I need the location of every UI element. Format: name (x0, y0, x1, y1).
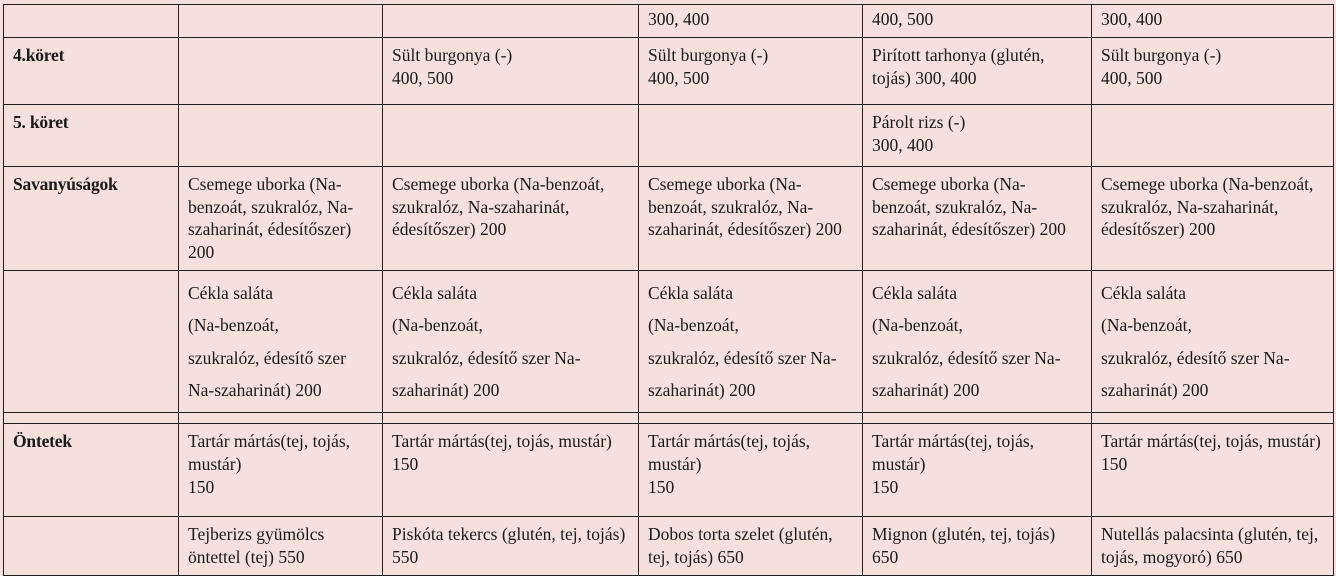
cell-kor5-3 (639, 104, 863, 166)
cell-line: (Na-benzoát, (1101, 315, 1192, 336)
cell-desszert-1: Tejberizs gyümölcs öntettel (tej) 550 (179, 517, 383, 576)
cell-cekla-3 (639, 270, 863, 413)
cell-savany-3: Csemege uborka (Na-benzoát, szukralóz, Na-szaharinát, édesítőszer) 200 (639, 166, 863, 270)
cell-desszert-5: Nutellás palacsinta (glutén, tej, tojás, mogyoró) 650 (1092, 517, 1334, 576)
cell-line: szukralóz, édesítő szer Na-szaharinát) 200 (1101, 347, 1290, 400)
cell-line: szukralóz, édesítő szer Na-szaharinát) 200 (392, 347, 581, 400)
menu-table (3, 4, 1334, 576)
cell-kor5-2 (383, 104, 639, 166)
cell-desszert-2: Piskóta tekercs (glutén, tej, tojás) 550 (383, 517, 639, 576)
cell-savany-1: Csemege uborka (Na-benzoát, szukralóz, Na-szaharinát, édesítőszer) 200 (179, 166, 383, 270)
cell-line: Cékla saláta (1101, 282, 1187, 303)
cell-line: 400, 500 (872, 9, 934, 29)
cell-kor4-3 (639, 37, 863, 104)
cell-line: (Na-benzoát, (648, 315, 739, 336)
table-row (4, 104, 1334, 166)
cell-line: Sült burgonya (-) (1101, 44, 1222, 65)
cell-savany-2: Csemege uborka (Na-benzoát, szukralóz, Na-szaharinát, édesítőszer) 200 (383, 166, 639, 270)
cell-line: Cékla saláta (392, 282, 478, 303)
cell-line: Sült burgonya (-) (648, 44, 769, 65)
cell-ontet-5 (1092, 424, 1334, 517)
cell-savany-5: Csemege uborka (Na-benzoát, szukralóz, Na-szaharinát, édesítőszer) 200 (1092, 166, 1334, 270)
cell-spacer-3 (639, 413, 863, 424)
cell-kor5-5 (1092, 104, 1334, 166)
cell-line: szukralóz, édesítő szer Na-szaharinát) 200 (872, 347, 1061, 400)
cell-line: (Na-benzoát, (872, 315, 963, 336)
cell-spacer-2 (383, 413, 639, 424)
table-row (4, 424, 1334, 517)
cell-line: 300, 400 (872, 134, 934, 155)
cell-savany-4: Csemege uborka (Na-benzoát, szukralóz, Na-szaharinát, édesítőszer) 200 (863, 166, 1092, 270)
cell-cekla-5 (1092, 270, 1334, 413)
cell-cekla-2 (383, 270, 639, 413)
row-label-desszert (4, 517, 179, 576)
cell-line: 400, 500 (1101, 67, 1163, 88)
table-row (4, 270, 1334, 413)
cell-line: Tartár mártás(tej, tojás, mustár) (648, 431, 811, 474)
row-label-kor4: 4.köret (4, 37, 179, 104)
cell-line: 300, 400 (1101, 9, 1163, 29)
cell-line: Pirított tarhonya (glutén, tojás) 300, 400 (872, 44, 1045, 88)
cell-top-5 (1092, 5, 1334, 38)
cell-top-2 (383, 5, 639, 38)
cell-line: 300, 400 (648, 9, 710, 29)
row-label-spacer (4, 413, 179, 424)
cell-ontet-2 (383, 424, 639, 517)
cell-ontet-3 (639, 424, 863, 517)
cell-line: Tartár mártás(tej, tojás, mustár) (392, 431, 612, 452)
cell-cekla-1 (179, 270, 383, 413)
cell-kor4-2 (383, 37, 639, 104)
cell-line: 400, 500 (648, 67, 710, 88)
cell-line: Párolt rizs (-) (872, 111, 966, 132)
table-row (4, 37, 1334, 104)
table-row (4, 166, 1334, 270)
cell-spacer-4 (863, 413, 1092, 424)
cell-line: Tartár mártás(tej, tojás, mustár) (188, 431, 351, 474)
cell-ontet-1 (179, 424, 383, 517)
cell-line: Cékla saláta (188, 282, 274, 303)
table-row (4, 413, 1334, 424)
cell-cekla-4 (863, 270, 1092, 413)
cell-ontet-4 (863, 424, 1092, 517)
cell-line: Sült burgonya (-) (392, 44, 513, 65)
table-row (4, 517, 1334, 576)
cell-kor5-4 (863, 104, 1092, 166)
cell-line: 150 (872, 476, 899, 497)
cell-line: 150 (648, 476, 675, 497)
cell-kor5-1 (179, 104, 383, 166)
cell-line: Cékla saláta (872, 282, 958, 303)
cell-desszert-3: Dobos torta szelet (glutén, tej, tojás) 650 (639, 517, 863, 576)
cell-line: (Na-benzoát, (188, 315, 279, 336)
cell-kor4-4 (863, 37, 1092, 104)
cell-spacer-5 (1092, 413, 1334, 424)
cell-line: 150 (188, 476, 215, 497)
cell-kor4-5 (1092, 37, 1334, 104)
cell-desszert-4: Mignon (glutén, tej, tojás) 650 (863, 517, 1092, 576)
cell-line: 150 (392, 454, 419, 474)
cell-line: szukralóz, édesítő szer Na-szaharinát) 200 (648, 347, 837, 400)
document-page (0, 4, 1336, 565)
cell-top-1 (179, 5, 383, 38)
cell-line: (Na-benzoát, (392, 315, 483, 336)
cell-line: Cékla saláta (648, 282, 734, 303)
row-label-savanyusagok: Savanyúságok (4, 166, 179, 270)
cell-top-4 (863, 5, 1092, 38)
cell-spacer-1 (179, 413, 383, 424)
row-label-kor5: 5. köret (4, 104, 179, 166)
cell-line: Tartár mártás(tej, tojás, mustár) (872, 431, 1035, 474)
table-row (4, 5, 1334, 38)
row-label-top (4, 5, 179, 38)
cell-kor4-1 (179, 37, 383, 104)
cell-line: Tartár mártás(tej, tojás, mustár) (1101, 431, 1321, 452)
cell-line: 150 (1101, 454, 1128, 474)
row-label-cekla (4, 270, 179, 413)
cell-line: 400, 500 (392, 67, 454, 88)
cell-top-3 (639, 5, 863, 38)
row-label-ontetek: Öntetek (4, 424, 179, 517)
cell-line: szukralóz, édesítő szer Na-szaharinát) 200 (188, 347, 346, 400)
